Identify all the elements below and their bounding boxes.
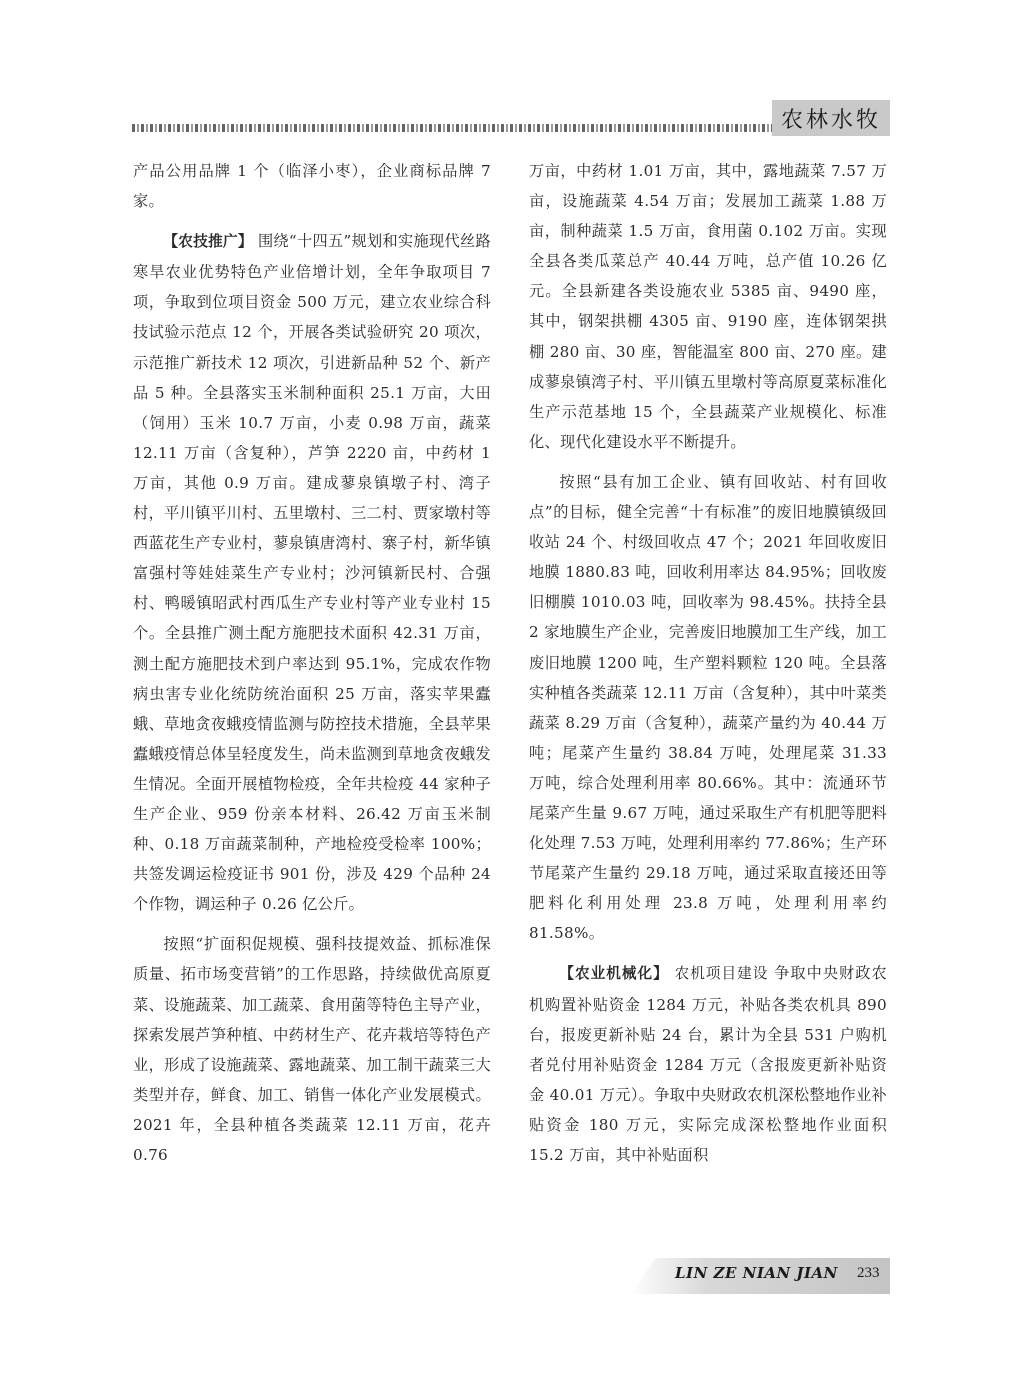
right-column: [529, 156, 887, 1170]
paragraph: [529, 958, 887, 1170]
paragraph: 按照“县有加工企业、镇有回收站、村有回收点”的目标，健全完善“十有标准”的废旧地膜镇级回收站 24 个、村级回收点 47 个；2021 年回收废旧地膜 1880.83 吨，回收利用率达 84.95%；回收废旧棚膜 1010.03 吨，回收率为 98.45%。扶持全县 2 家地膜生产企业，完善废旧地膜加工生产线，加工废旧地膜 1200 吨，生产塑料颗粒 120 吨。全县落实种植各类蔬菜 12.11 万亩（含复种），其中叶菜类蔬菜 8.29 万亩（含复种），蔬菜产量约为 40.44 万吨；尾菜产生量约 38.84 万吨，处理尾菜 31.33 万吨，综合处理利用率 80.66%。其中：流通环节尾菜产生量 9.67 万吨，通过采取生产有机肥等肥料化处理 7.53 万吨，处理利用率约 77.86%；生产环节尾菜产生量约 29.18 万吨，通过采取直接还田等肥料化利用处理 23.8 万吨，处理利用率约 81.58%。: [529, 472, 887, 943]
header-decorative-rule: [132, 124, 772, 132]
paragraph-body: 争取中央财政农机购置补贴资金 1284 万元，补贴各类农机具 890 台，报废更新补贴 24 台，累计为全县 531 户购机者兑付用补贴资金 1284 万元（含报废更新补贴资金 40.01 万元）。争取中央财政农机深松整地作业补贴资金 180 万元，实际完成深松整地作业面积 15.2 万亩，其中补贴面积: [529, 964, 887, 1164]
paragraph: [133, 226, 491, 919]
paragraph-body: 围绕“十四五”规划和实施现代丝路寒旱农业优势特色产业倍增计划，全年争取项目 7 项，争取到位项目资金 500 万元，建立农业综合科技试验示范点 12 个，开展各类试验研究 20 项次，示范推广新技术 12 项次，引进新品种 52 个、新产品 5 种。全县落实玉米制种面积 25.1 万亩，大田（饲用）玉米 10.7 万亩，小麦 0.98 万亩，蔬菜 12.11 万亩（含复种），芦笋 2220 亩，中药材 1 万亩，其他 0.9 万亩。建成蓼泉镇墩子村、湾子村，平川镇平川村、五里墩村、三二村、贾家墩村等西蓝花生产专业村，蓼泉镇唐湾村、寨子村，新华镇富强村等娃娃菜生产专业村；沙河镇新民村、合强村、鸭暖镇昭武村西瓜生产专业村等产业专业村 15 个。全县推广测土配方施肥技术面积 42.31 万亩，测土配方施肥技术到户率达到 95.1%，完成农作物病虫害专业化统防统治面积 25 万亩，落实苹果蠹蛾、草地贪夜蛾疫情监测与防控技术措施，全县苹果蠹蛾疫情总体呈轻度发生，尚未监测到草地贪夜蛾发生情况。全面开展植物检疫，全年共检疫 44 家种子生产企业、959 份亲本材料、26.42 万亩玉米制种、0.18 万亩蔬菜制种，产地检疫受检率 100%；共签发调运检疫证书 901 份，涉及 429 个品种 24 个作物，调运种子 0.26 亿公斤。: [133, 232, 491, 914]
paragraph: 万亩，中药材 1.01 万亩，其中，露地蔬菜 7.57 万亩，设施蔬菜 4.54 万亩；发展加工蔬菜 1.88 万亩，制种蔬菜 1.5 万亩，食用菌 0.102 万亩。实现全县各类瓜菜总产 40.44 万吨，总产值 10.26 亿元。全县新建各类设施农业 5385 亩、9490 座，其中，钢架拱棚 4305 亩、9190 座，连体钢架拱棚 280 亩、30 座，智能温室 800 亩、270 座。建成蓼泉镇湾子村、平川镇五里墩村等高原夏菜标准化生产示范基地 15 个，全县蔬菜产业规模化、标准化、现代化建设水平不断提升。: [529, 162, 887, 451]
running-title: LIN ZE NIAN JIAN: [675, 1264, 838, 1282]
page-number: 233: [857, 1265, 880, 1281]
sub-heading: 农机项目建设: [674, 965, 769, 983]
section-heading: 【农业机械化】: [559, 965, 669, 983]
paragraph: 产品公用品牌 1 个（临泽小枣），企业商标品牌 7 家。: [133, 162, 491, 211]
paragraph: 按照“扩面积促规模、强科技提效益、抓标准保质量、拓市场变营销”的工作思路，持续做优高原夏菜、设施蔬菜、加工蔬菜、食用菌等特色主导产业，探索发展芦笋种植、中药材生产、花卉栽培等特色产业，形成了设施蔬菜、露地蔬菜、加工制干蔬菜三大类型并存，鲜食、加工、销售一体化产业发展模式。2021 年，全县种植各类蔬菜 12.11 万亩，花卉 0.76: [133, 935, 491, 1164]
section-heading: 【农技推广】: [163, 233, 253, 251]
section-title: 农林水牧: [772, 100, 890, 136]
left-column: [133, 156, 491, 1170]
